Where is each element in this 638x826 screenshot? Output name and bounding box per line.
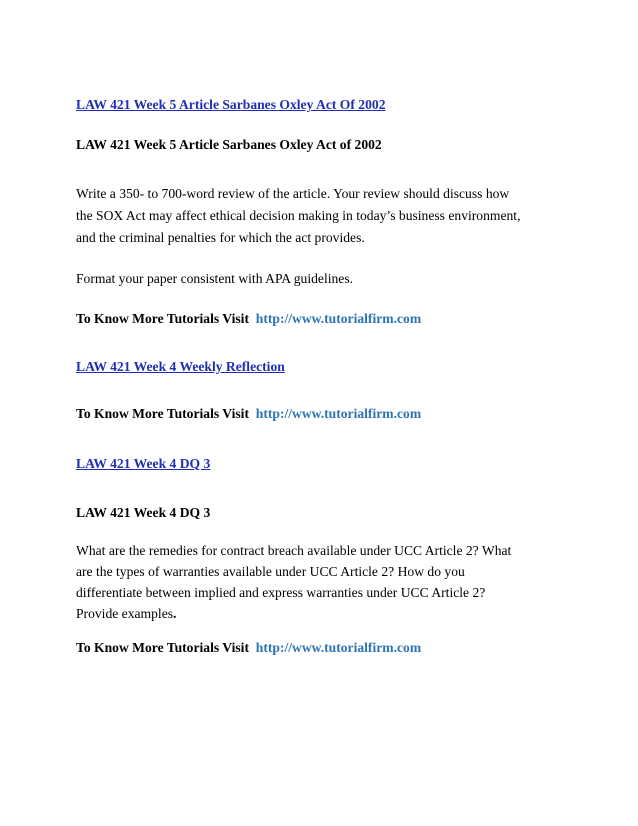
dq3-body-line-3: differentiate between implied and express warranties under UCC Article 2? — [76, 585, 486, 600]
format-note: Format your paper consistent with APA guidelines. — [76, 271, 354, 286]
dq3-body-line-4 — [76, 605, 176, 623]
link-weekly-reflection[interactable]: LAW 421 Week 4 Weekly Reflection — [76, 359, 285, 374]
cta-line-2 — [76, 405, 421, 423]
cta-line-1 — [76, 310, 421, 328]
dq3-body-line-4-period: . — [173, 606, 177, 621]
cta-url-link[interactable]: http://www.tutorialfirm.com — [255, 406, 422, 421]
cta-line-3 — [76, 639, 421, 657]
dq3-subtitle: LAW 421 Week 4 DQ 3 — [76, 505, 211, 520]
dq3-body-line-2: are the types of warranties available under UCC Article 2? How do you — [76, 564, 465, 579]
dq3-body-line-1: What are the remedies for contract breach available under UCC Article 2? What — [76, 543, 512, 558]
cta-url-link[interactable]: http://www.tutorialfirm.com — [255, 640, 422, 655]
dq3-body-line-4-text: Provide examples — [76, 606, 174, 621]
cta-label: To Know More Tutorials Visit — [76, 311, 249, 326]
link-dq3[interactable]: LAW 421 Week 4 DQ 3 — [76, 456, 211, 471]
cta-url-link[interactable]: http://www.tutorialfirm.com — [255, 311, 422, 326]
link-sox-article[interactable]: LAW 421 Week 5 Article Sarbanes Oxley Act Of 2002 — [76, 97, 386, 112]
sox-body-line-3: and the criminal penalties for which the act provides. — [76, 230, 365, 245]
cta-label: To Know More Tutorials Visit — [76, 640, 249, 655]
sox-body-line-1: Write a 350- to 700-word review of the article. Your review should discuss how — [76, 186, 510, 201]
cta-label: To Know More Tutorials Visit — [76, 406, 249, 421]
sox-body-line-2: the SOX Act may affect ethical decision making in today’s business environment, — [76, 208, 521, 223]
sox-subtitle: LAW 421 Week 5 Article Sarbanes Oxley Act of 2002 — [76, 137, 382, 152]
